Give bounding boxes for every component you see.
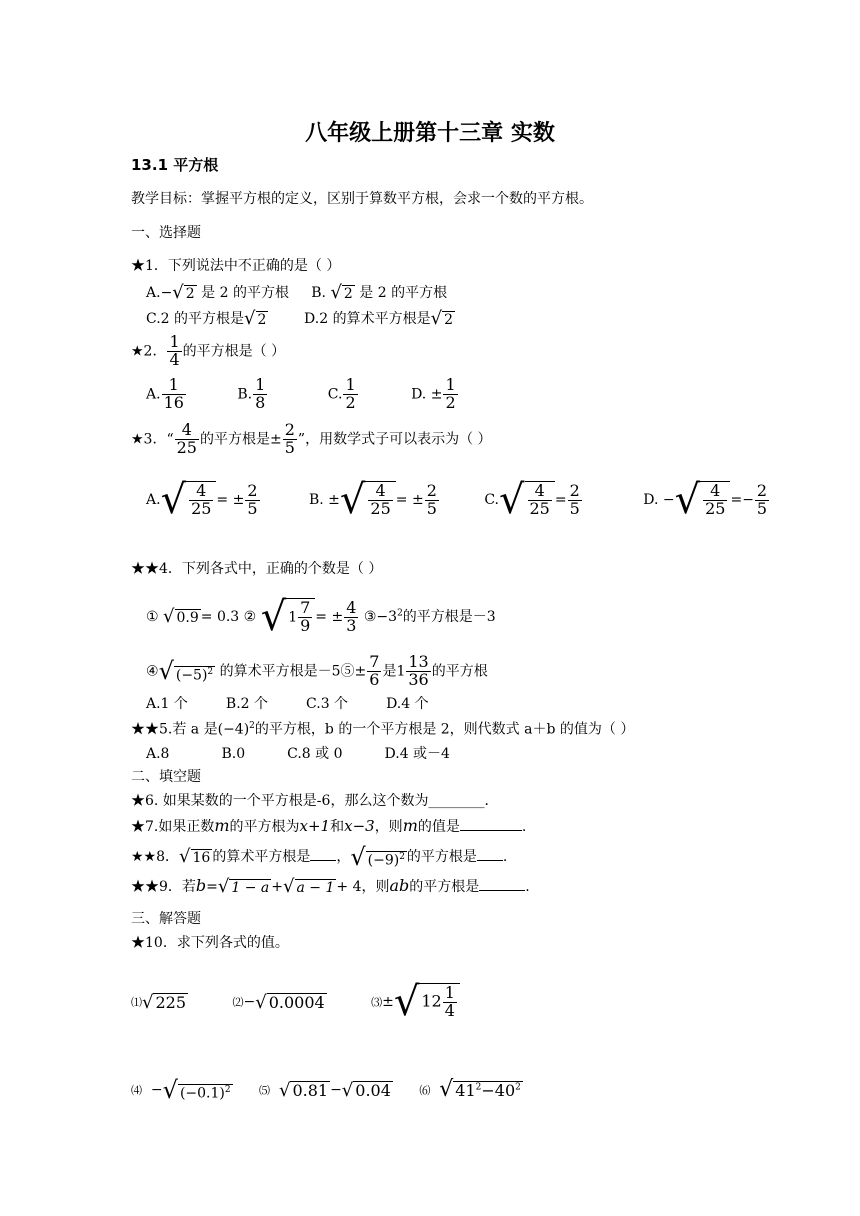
option-b-label: B.	[311, 285, 326, 301]
item-5-label: ⑸	[259, 1084, 271, 1097]
equals-plus-minus: = ±	[395, 492, 424, 508]
denominator: 16	[163, 392, 184, 412]
question-8-mid: 的算术平方根是	[212, 849, 311, 865]
question-10-stem: ★10．求下列各式的值。	[131, 935, 289, 951]
whole-part: 12	[421, 991, 442, 1010]
sqrt-expression: √ $(-9)^2$	[350, 843, 405, 871]
item-4-text: 的算术平方根是－5	[219, 663, 341, 680]
fraction	[443, 377, 457, 412]
numerator: 4	[175, 422, 199, 440]
numerator: 1	[162, 377, 186, 395]
question-4-items-4-5	[146, 654, 488, 689]
sqrt-expression: √ a − 1	[283, 876, 335, 897]
question-4-stem: ★★4．下列各式中，正确的个数是（ ）	[131, 561, 383, 577]
question-3-tail: ”，用数学式子可以表示为（ ）	[297, 431, 492, 448]
option-c-text: C.2 的平方根是	[146, 311, 245, 327]
sqrt-expression: √ $(-5)^2$	[158, 657, 214, 686]
radicand: a − 1	[296, 880, 335, 896]
expr-x-minus-3: x−3	[344, 817, 375, 835]
equals: =	[206, 879, 218, 895]
denominator: 3	[346, 615, 357, 635]
fraction	[443, 982, 457, 1020]
radicand: 16	[192, 850, 211, 866]
option-b-text: 是 2 的平方根	[359, 285, 448, 301]
question-1-stem: ★1．下列说法中不正确的是（ ）	[131, 258, 341, 274]
item-4-label: ⑷	[131, 1084, 142, 1097]
option-c-label: C.	[327, 386, 343, 403]
denominator: 5	[284, 437, 295, 457]
item-6-label: ⑹	[419, 1084, 431, 1097]
radicand: (−5)	[175, 667, 208, 684]
option-b: B.2 个	[225, 696, 269, 712]
exponent: 2	[249, 721, 255, 731]
sqrt-expression: √ 16	[179, 846, 211, 867]
question-4-items-1-3: ① √ 0.9 = 0.3 ② √ 1 $\frac{7}{9}$ = ± $\frac{4}{3}$ $③-3^2$的平方根是－3	[146, 594, 496, 640]
numerator: 4	[346, 597, 357, 617]
item-2-label: ②	[243, 609, 257, 625]
numerator: 4	[189, 483, 213, 501]
question-7-post: 的值是	[417, 819, 460, 835]
question-2-text: 的平方根是（ ）	[182, 343, 286, 360]
sqrt-expression: √ 0.0004	[255, 991, 325, 1013]
numerator: 7	[300, 597, 311, 617]
option-a-label: A.	[146, 285, 161, 301]
option-b-label: B.	[237, 386, 253, 403]
question-8-pre: ★★8．	[131, 849, 180, 865]
radicand: 0.0004	[268, 992, 325, 1012]
item-3-label: ⑶	[371, 996, 383, 1009]
exponent: 2	[397, 608, 403, 619]
sqrt-expression: √ 2	[330, 282, 353, 303]
denominator: 5	[569, 498, 580, 518]
denominator: 6	[369, 669, 380, 689]
option-c-label: C.	[484, 492, 499, 508]
fraction	[528, 480, 552, 518]
question-9-pre: ★★9．若	[131, 879, 196, 895]
option-b: B.0	[221, 746, 246, 762]
variable-m: m	[402, 816, 418, 835]
question-5-stem	[131, 722, 634, 737]
fraction	[162, 377, 186, 412]
question-9-post: 的平方根是	[409, 879, 480, 895]
question-2-stem	[131, 334, 285, 369]
question-9: ★★9．若b=√ 1 − a +√ a − 1 + 4，则ab的平方根是 .	[131, 876, 530, 897]
option-d-text: D.2 的算术平方根是	[304, 311, 431, 327]
item-4-label: ④	[146, 663, 159, 680]
question-1-option-ab	[146, 284, 447, 302]
numerator: 2	[247, 480, 258, 500]
radicand: 2	[343, 286, 353, 302]
fraction	[189, 480, 213, 518]
denominator: 25	[370, 498, 391, 518]
sqrt-expression: √ $41^2-40^2$	[439, 1077, 521, 1102]
question-5-options	[146, 747, 450, 761]
radicand: 2	[185, 286, 195, 302]
denominator: 36	[408, 669, 429, 689]
question-9-mid: ，则	[361, 879, 390, 895]
numerator: 2	[756, 480, 768, 500]
equals-plus-minus: = ±	[315, 609, 344, 625]
numerator: 4	[528, 483, 552, 501]
part-heading-fill: 二、填空题	[131, 769, 201, 785]
fraction	[245, 480, 259, 518]
variable-ab: ab	[389, 876, 410, 895]
exponent: 2	[207, 666, 214, 677]
radicand: 0.04	[355, 1080, 391, 1100]
denominator: 2	[445, 392, 456, 412]
question-4-options	[146, 697, 429, 711]
radicand: 2	[257, 312, 267, 328]
item-1-label: ⑴	[131, 996, 142, 1009]
radicand: 0.81	[292, 1080, 329, 1100]
denominator: 25	[191, 498, 212, 518]
sqrt-expression: √ $(-0.1)^2$	[162, 1076, 231, 1104]
sqrt-expression: √ 1 − a	[217, 876, 270, 897]
fraction	[283, 422, 297, 457]
question-10-row-1: ⑴√ 225 ⑵−√ 0.0004 ⑶±√ 12 $\frac{1}{4}$	[131, 982, 460, 1022]
denominator: 25	[176, 437, 197, 457]
denominator: 25	[705, 498, 726, 518]
minus-sign: −	[330, 1082, 342, 1098]
option-c: C.3 个	[306, 696, 349, 712]
numerator: 1	[169, 332, 180, 351]
part-heading-choice: 一、选择题	[131, 225, 201, 241]
question-7-mid: 的平方根为	[229, 819, 300, 835]
denominator: 5	[426, 498, 437, 518]
teaching-objective: 教学目标：掌握平方根的定义，区别于算数平方根，会求一个数的平方根。	[131, 191, 593, 207]
numerator: 2	[569, 480, 580, 500]
numerator: 4	[368, 483, 392, 501]
numerator: 7	[369, 652, 380, 671]
fraction	[367, 654, 381, 689]
option-d-label: D. −	[643, 492, 675, 508]
fraction	[406, 654, 430, 689]
question-5-post: 的平方根，b 的一个平方根是 2，则代数式 a＋b 的值为（ ）	[254, 721, 635, 738]
item-5-text: 的平方根	[431, 663, 488, 680]
minus-sign: −	[481, 1081, 495, 1100]
denominator: 2	[345, 392, 356, 412]
numerator: 4	[703, 483, 727, 501]
plus-four: + 4	[336, 879, 362, 895]
equals: =	[730, 492, 743, 508]
option-d: D.4 或－4	[384, 746, 450, 762]
item-5-label: ⑤±	[340, 663, 367, 680]
fraction	[175, 422, 199, 457]
option-d: D.4 个	[386, 696, 429, 712]
option-a-label: A.	[146, 492, 161, 508]
variable-m: m	[214, 816, 230, 835]
radicand: 0.9	[176, 610, 199, 626]
option-a: A.1 个	[146, 696, 188, 712]
fraction	[568, 480, 582, 518]
item-2-label: ⑵	[232, 996, 244, 1009]
sqrt-expression: √ 0.04	[341, 1079, 391, 1101]
question-5-pre: ★★5.若 a 是	[131, 721, 218, 738]
denominator: 4	[444, 1000, 455, 1020]
minus-sign: −	[150, 1082, 163, 1098]
numerator: 1	[445, 375, 456, 394]
radicand: 2	[444, 312, 453, 328]
equals-plus-minus: = ±	[216, 492, 245, 508]
denominator: 5	[756, 498, 768, 518]
question-3-mid: 的平方根是±	[199, 431, 282, 448]
question-8-post: 的平方根是	[406, 849, 477, 865]
whole-part: 1	[288, 609, 298, 625]
item-1-label: ①	[146, 609, 159, 625]
comma: ，	[336, 849, 351, 865]
fraction	[167, 334, 181, 369]
option-a: A.8	[146, 746, 170, 762]
radicand: (−9)	[367, 853, 400, 869]
question-3-stem	[131, 422, 492, 457]
neg-four: (−4)	[217, 721, 250, 738]
question-7-pre: ★7.如果正数	[131, 819, 215, 835]
variable-b: b	[195, 876, 207, 895]
answer-blank[interactable]	[460, 818, 522, 831]
neg-three: −3	[376, 609, 398, 625]
question-1-option-cd	[146, 310, 455, 328]
radicand: 1 − a	[231, 880, 270, 896]
question-7-then: ，则	[374, 819, 403, 835]
exponent: 2	[475, 1082, 482, 1093]
question-number: ★3．“	[131, 431, 174, 448]
minus-sign: −	[742, 492, 754, 508]
minus-sign: −	[243, 994, 256, 1010]
base-41: 41	[455, 1081, 476, 1100]
exponent: 2	[224, 1085, 231, 1096]
page-title: 八年级上册第十三章 实数	[305, 121, 555, 146]
sqrt-expression: √ 0.81	[278, 1079, 329, 1101]
option-a-label: A.	[146, 386, 161, 403]
item-1-result: = 0.3	[200, 609, 240, 625]
numerator: 1	[444, 982, 455, 1002]
section-heading: 13.1 平方根	[131, 156, 219, 174]
radicand: (−0.1)	[179, 1086, 225, 1102]
sqrt-expression: √ 225	[142, 991, 187, 1013]
fraction	[425, 480, 439, 518]
question-10-row-2	[131, 1078, 523, 1102]
numerator: 1	[345, 375, 356, 394]
radicand: 225	[155, 992, 187, 1012]
part-heading-answer: 三、解答题	[131, 911, 201, 927]
item-5-mid: 是1	[382, 663, 406, 680]
option-b-label: B. ±	[308, 492, 340, 508]
fraction	[703, 480, 727, 518]
exponent: 2	[399, 852, 405, 863]
fraction	[344, 597, 358, 635]
fraction	[368, 480, 392, 518]
item-3-label: ③	[363, 609, 377, 625]
sqrt-expression: √ 0.9	[163, 606, 199, 627]
numerator: 13	[408, 652, 429, 671]
sqrt-expression: √ 2	[244, 308, 267, 329]
fraction	[755, 480, 769, 518]
numerator: 2	[284, 420, 295, 439]
denominator: 5	[247, 498, 258, 518]
base-40: 40	[494, 1081, 516, 1100]
minus-sign: −	[160, 285, 173, 301]
question-3-options: A.√ $\frac{4}{25}$ = ± $\frac{2}{5}$ B. ±√ $\frac{4}{25}$ = ± $\frac{2}{5}$ C.√ $\frac{4}{25}$ = $\frac{2}{5}$ D. −√ $\frac{4}{25}$ =− $\frac{2}{5}$	[146, 477, 768, 523]
item-3-text: 的平方根是－3	[402, 609, 496, 625]
question-number: ★2．	[131, 343, 167, 360]
sqrt-expression: √ 2	[172, 282, 195, 303]
denominator: 8	[255, 392, 266, 412]
expr-x-plus-1: x+1	[299, 817, 331, 835]
denominator: 25	[529, 498, 550, 518]
numerator: 1	[255, 375, 266, 394]
answer-blank[interactable]	[479, 878, 525, 891]
option-a-text: 是 2 的平方根	[201, 285, 289, 301]
question-6: ★6. 如果某数的一个平方根是-6，那么这个数为________．	[131, 793, 499, 809]
question-8: ★★8．√ 16 的算术平方根是 ，√ $(-9)^2$ 的平方根是 .	[131, 843, 508, 871]
conjunction: 和	[330, 819, 345, 835]
fraction	[298, 597, 312, 635]
plus-minus: ±	[382, 994, 394, 1010]
equals: =	[554, 492, 567, 508]
answer-blank-1[interactable]	[310, 848, 336, 861]
fraction	[343, 377, 357, 412]
fraction	[253, 377, 267, 412]
question-7: ★7.如果正数m的平方根为x+1和x−3，则m的值是 .	[131, 816, 527, 835]
numerator: 2	[426, 480, 437, 500]
option-c: C.8 或 0	[287, 746, 343, 762]
sqrt-expression: √ 2	[430, 308, 453, 329]
option-d-label: D. ±	[411, 386, 443, 403]
answer-blank-2[interactable]	[477, 848, 503, 861]
denominator: 4	[169, 349, 180, 369]
denominator: 9	[300, 615, 311, 635]
question-2-options	[146, 377, 459, 412]
exponent: 2	[515, 1082, 521, 1093]
